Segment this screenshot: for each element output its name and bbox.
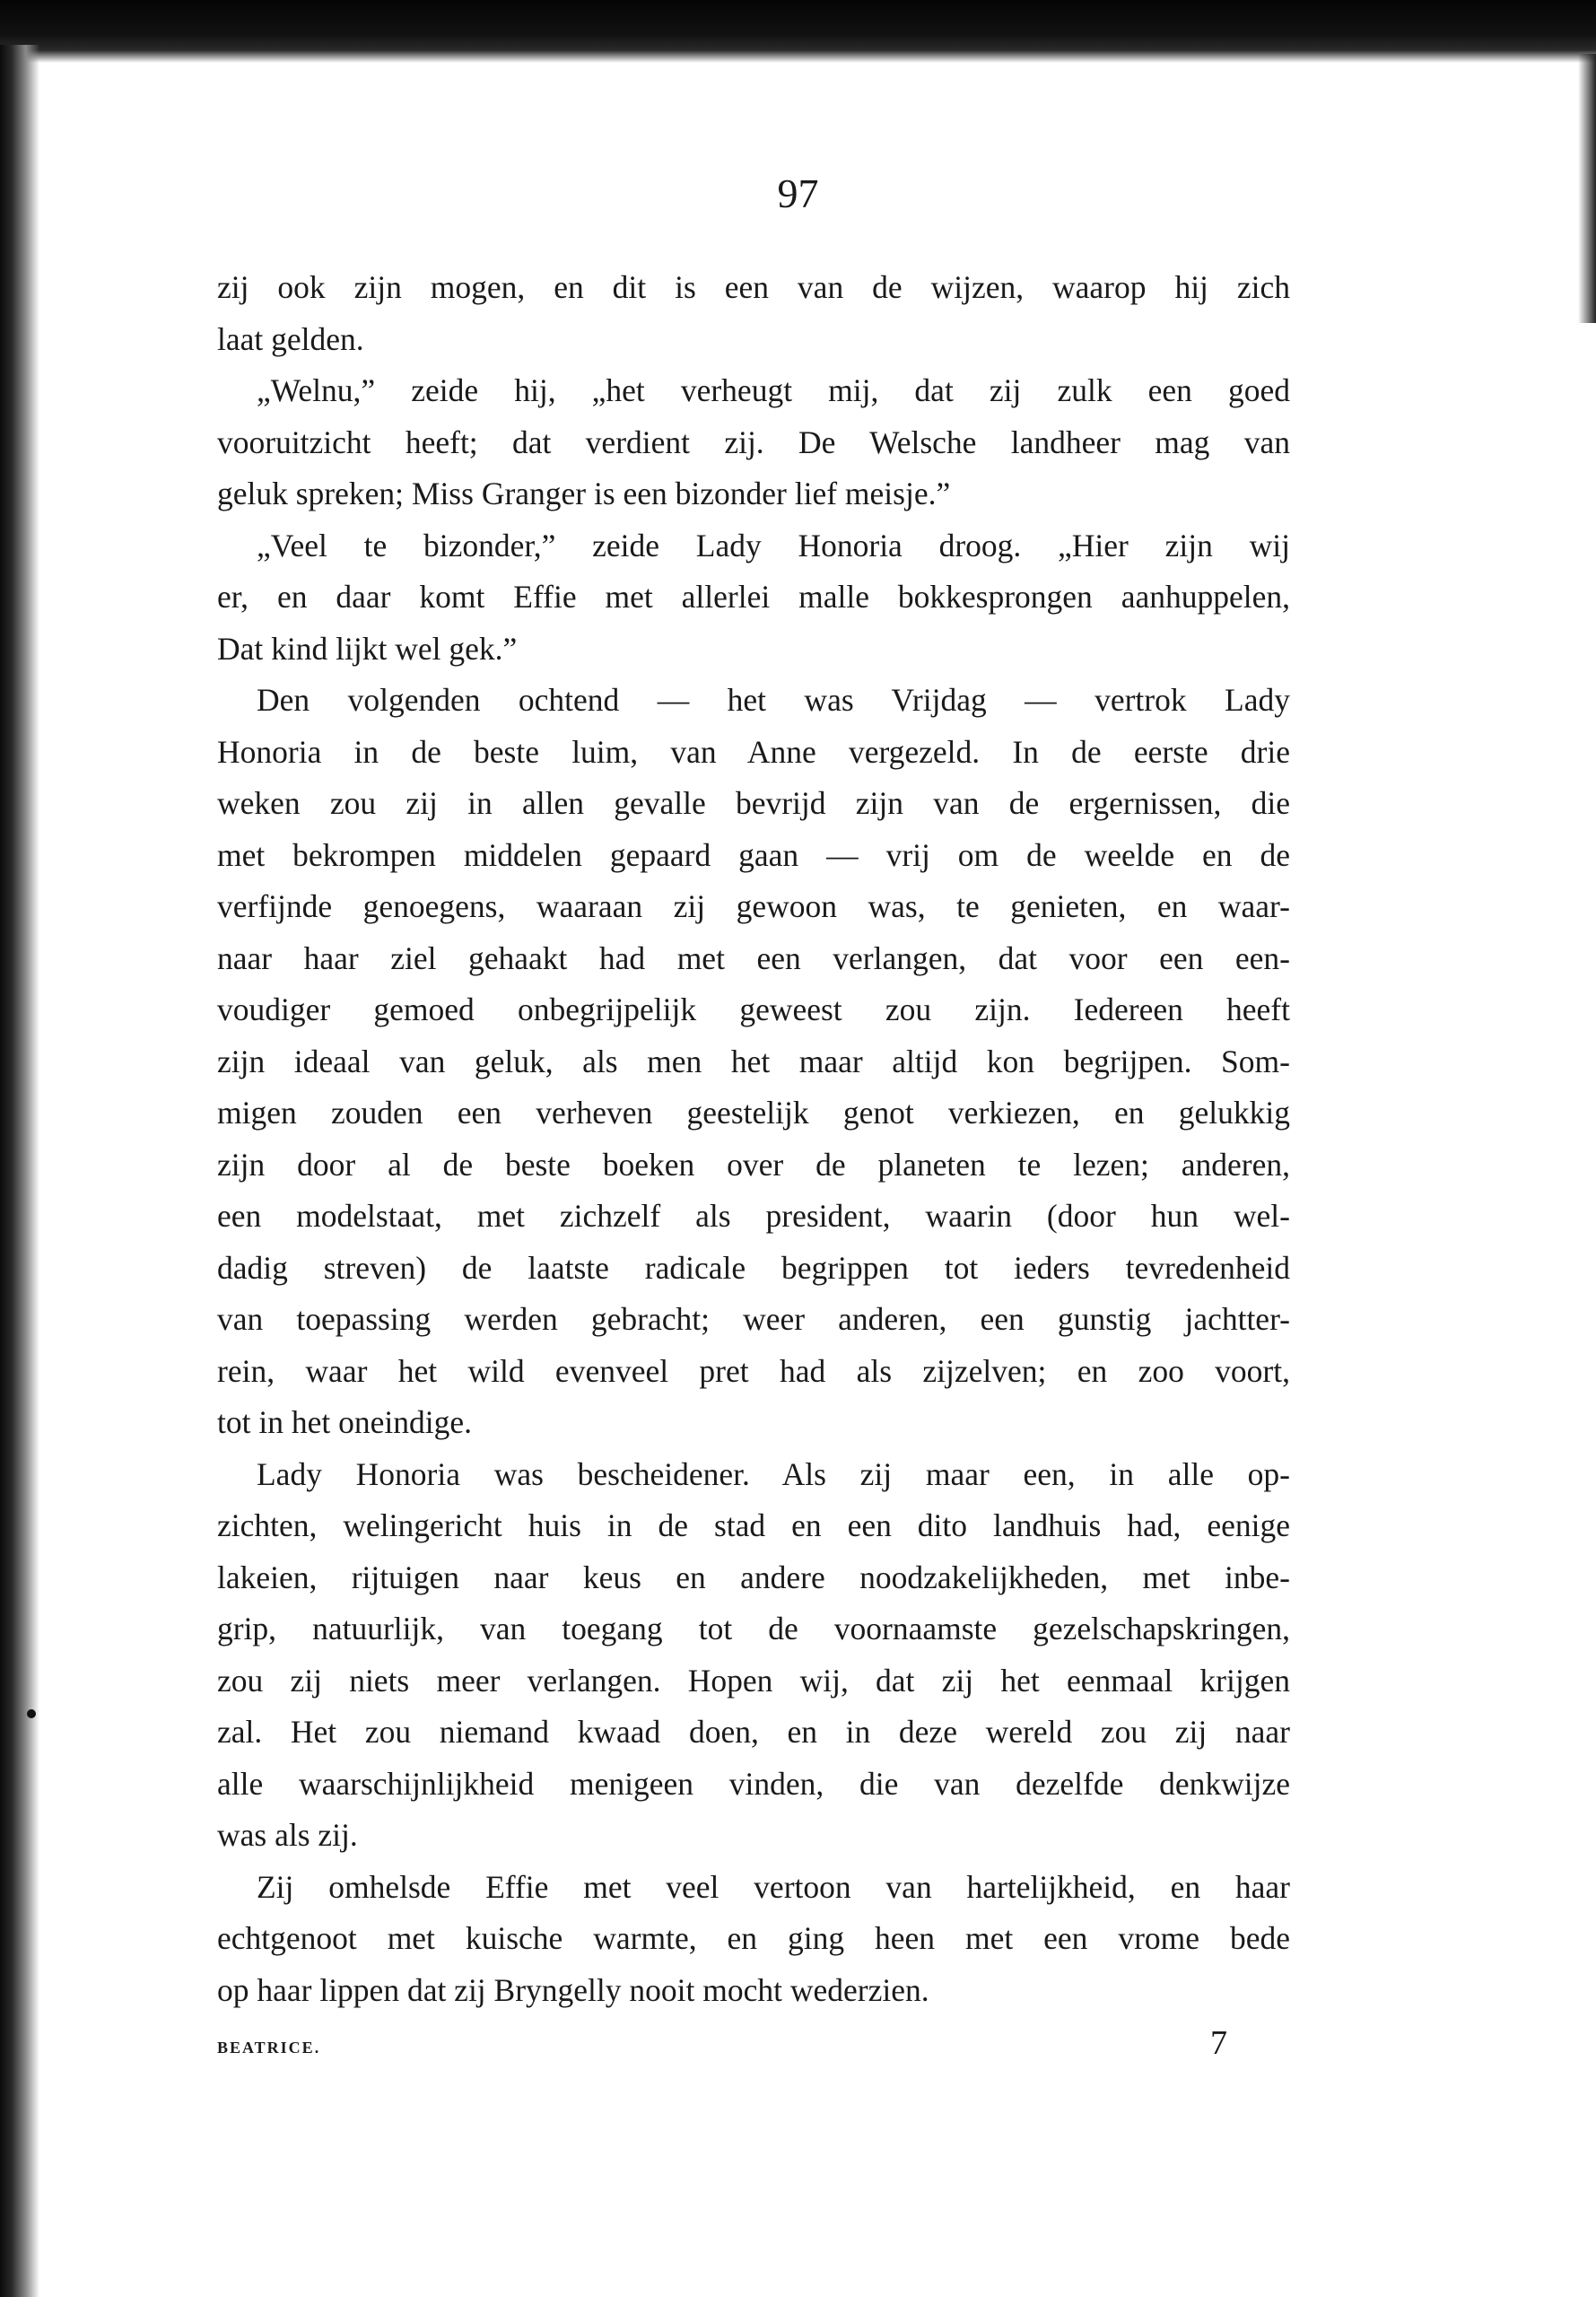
text-line: Dat kind lijkt wel gek.”: [217, 630, 518, 667]
text-line: zij ook zijn mogen, en dit is een van de wijzen, waarop hij zich: [217, 269, 1290, 305]
body-text: [217, 262, 1290, 2016]
text-line: alle waarschijnlijkheid menigeen vinden, die van dezelfde denkwijze: [217, 1765, 1290, 1802]
text-line: echtgenoot met kuische warmte, en ging heen met een vrome bede: [217, 1920, 1290, 1956]
text-line: Den volgenden ochtend — het was Vrijdag — vertrok Lady: [257, 682, 1290, 718]
text-line: vooruitzicht heeft; dat verdient zij. De Welsche landheer mag van: [217, 424, 1290, 460]
text-line: zou zij niets meer verlangen. Hopen wij, dat zij het eenmaal krijgen: [217, 1662, 1290, 1699]
text-line: er, en daar komt Effie met allerlei malle bokkesprongen aanhuppelen,: [217, 579, 1290, 615]
text-line: migen zouden een verheven geestelijk genot verkiezen, en gelukkig: [217, 1095, 1290, 1131]
text-line: laat gelden.: [217, 320, 364, 357]
text-line: van toepassing werden gebracht; weer anderen, een gunstig jachtter-: [217, 1301, 1290, 1337]
page-footer: [217, 2022, 1290, 2067]
text-line: grip, natuurlijk, van toegang tot de voornaamste gezelschapskringen,: [217, 1611, 1290, 1646]
text-line: verfijnde genoegens, waaraan zij gewoon was, te genieten, en waar-: [217, 888, 1290, 924]
text-line: rein, waar het wild evenveel pret had als zijzelven; en zoo voort,: [217, 1352, 1290, 1389]
page-number: 97: [777, 170, 819, 216]
sheet-number: 7: [1210, 2024, 1227, 2062]
text-line: „Veel te bizonder,” zeide Lady Honoria droog. „Hier zijn wij: [257, 527, 1290, 563]
text-line: zal. Het zou niemand kwaad doen, en in deze wereld zou zij naar: [217, 1714, 1290, 1750]
text-line: zichten, welingericht huis in de stad en een dito landhuis had, eenige: [217, 1507, 1290, 1543]
text-line: voudiger gemoed onbegrijpelijk geweest zou zijn. Iedereen heeft: [217, 991, 1290, 1027]
text-line: dadig streven) de laatste radicale begrippen tot ieders tevredenheid: [217, 1249, 1290, 1286]
text-line: Lady Honoria was bescheidener. Als zij maar een, in alle op-: [257, 1455, 1290, 1492]
text-line: zijn door al de beste boeken over de planeten te lezen; anderen,: [217, 1146, 1290, 1183]
text-line: tot in het oneindige.: [217, 1404, 472, 1440]
text-line: op haar lippen dat zij Bryngelly nooit mocht wederzien.: [217, 1971, 929, 2008]
text-line: zijn ideaal van geluk, als men het maar altijd kon begrijpen. Som-: [217, 1043, 1290, 1079]
text-line: Honoria in de beste luim, van Anne vergezeld. In de eerste drie: [217, 733, 1290, 770]
text-line: naar haar ziel gehaakt had met een verlangen, dat voor een een-: [217, 939, 1290, 976]
text-line: geluk spreken; Miss Granger is een bizonder lief meisje.”: [217, 476, 951, 511]
signature-mark: BEATRICE.: [217, 2039, 321, 2057]
text-line: een modelstaat, met zichzelf als president, waarin (door hun wel-: [217, 1198, 1290, 1234]
text-line: lakeien, rijtuigen naar keus en andere noodzakelijkheden, met inbe-: [217, 1559, 1290, 1595]
text-line: „Welnu,” zeide hij, „het verheugt mij, dat zij zulk een goed: [257, 372, 1290, 408]
text-line: Zij omhelsde Effie met veel vertoon van hartelijkheid, en haar: [257, 1868, 1290, 1905]
text-line: weken zou zij in allen gevalle bevrijd zijn van de ergernissen, die: [217, 785, 1290, 821]
text-line: was als zij.: [217, 1817, 358, 1853]
text-line: met bekrompen middelen gepaard gaan — vrij om de weelde en de: [217, 836, 1290, 873]
